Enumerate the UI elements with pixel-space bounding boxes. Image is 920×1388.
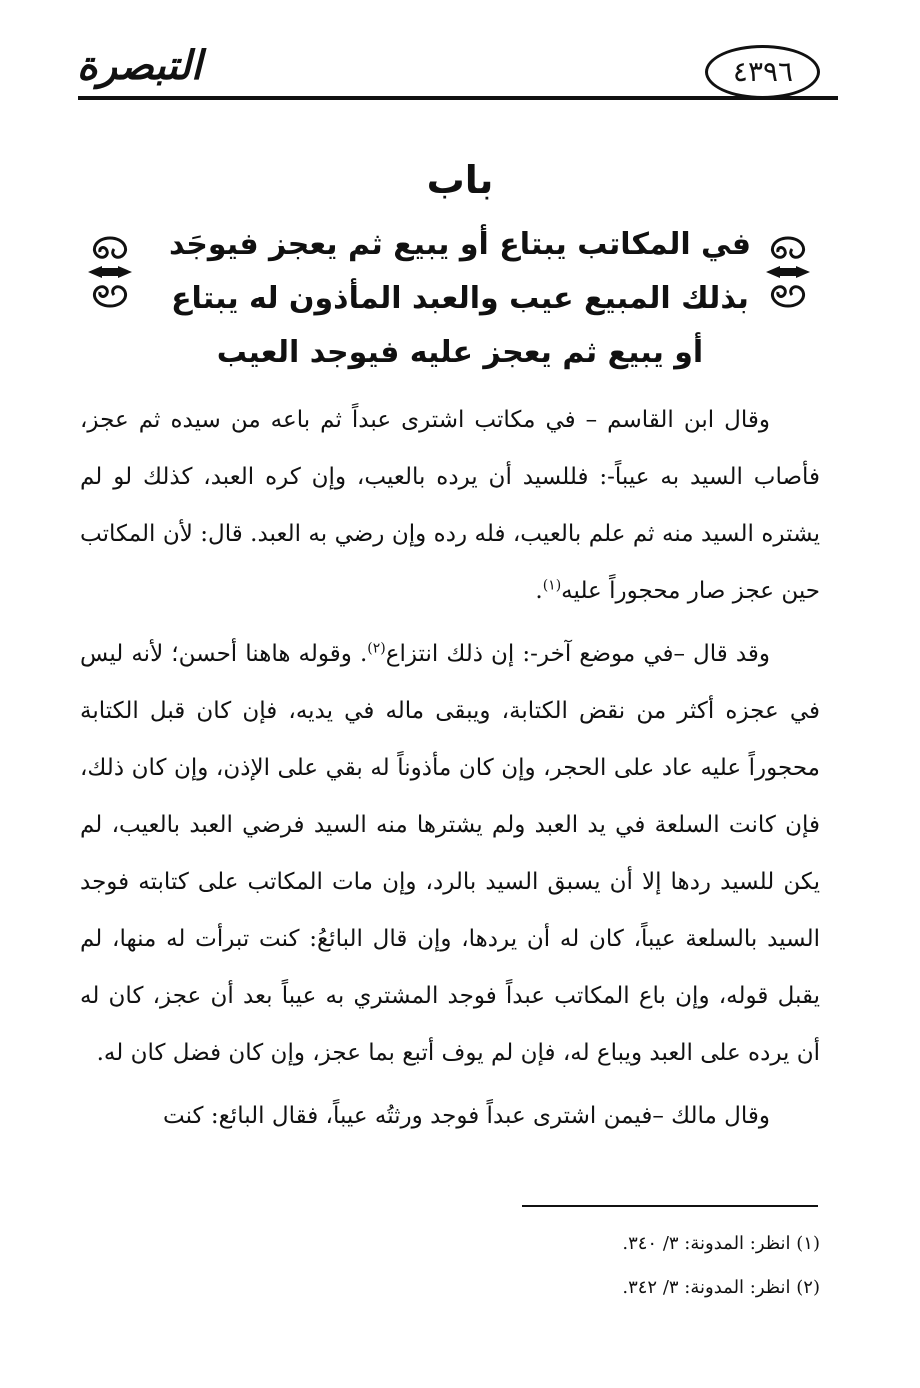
paragraph-2-rest: . وقوله هاهنا أحسن؛ لأنه ليس في عجزه أكثر من نقض الكتابة، ويبقى ماله في يديه، فإن كان قبل الكتابة محجوراً عليه عاد على الحجر، وإن كان مأذوناً له بقي على الإذن، وإن كان ذلك، فإن كانت السلعة في يد العبد ولم يشترها منه السيد فرضي العبد بالعيب، لم يكن للسيد ردها إلا أن يسبق السيد بالرد، وإن مات المكاتب على كتابته فوجد السيد بالسلعة عيباً، كان له أن يردها، وإن قال البائعُ: كنت تبرأت له منها، لم يقبل قوله، وإن باع المكاتب عبداً فوجد المشتري به عيباً بعد أن عجز، كان له أن يرده على العبد ويباع له، فإن لم يوف أتبع بما عجز، وإن كان فضل كان له. (80, 641, 820, 1066)
paragraph-1-end: . (535, 578, 543, 604)
page-number: ٤٣٩٦ (732, 55, 794, 88)
paragraph-3 (80, 1088, 820, 1145)
footnote-separator (522, 1205, 818, 1207)
ornament-right-icon (758, 232, 818, 312)
paragraph-1-text: وقال ابن القاسم – في مكاتب اشترى عبداً ثم باعه من سيده ثم عجز، فأصاب السيد به عيباً-: فللسيد أن يرده بالعيب، وإن كره العبد، كذلك لو لم يشتره السيد منه ثم علم بالعيب، فله رده وإن رضي به العبد. قال: لأن المكاتب حين عجز صار محجوراً عليه (80, 407, 820, 604)
chapter-heading: باب (426, 158, 494, 202)
footnote-2: (٢) انظر: المدونة: ٣/ ٣٤٢. (622, 1277, 820, 1298)
page-header (0, 0, 920, 110)
footnote-ref-2: (٢) (367, 640, 386, 657)
paragraph-1 (80, 392, 820, 620)
ornament-left-icon (80, 232, 140, 312)
footnote-ref-1: (١) (542, 577, 562, 594)
paragraph-2-start: وقد قال –في موضع آخر-: إن ذلك انتزاع (385, 641, 771, 667)
book-title: التبصرة (76, 43, 202, 89)
main-text (80, 392, 820, 1151)
header-rule (78, 96, 838, 100)
paragraph-3-text: وقال مالك –فيمن اشترى عبداً فوجد ورثتُه عيباً، فقال البائع: كنت (163, 1103, 770, 1129)
footnotes (80, 1222, 820, 1310)
footnote-1: (١) انظر: المدونة: ٣/ ٣٤٠. (622, 1233, 820, 1254)
paragraph-2 (80, 626, 820, 1082)
chapter-title: في المكاتب يبتاع أو يبيع ثم يعجز فيوجَد بذلك المبيع عيب والعبد المأذون له يبتاع أو يبيع ثم يعجز عليه فيوجد العيب (168, 227, 752, 370)
